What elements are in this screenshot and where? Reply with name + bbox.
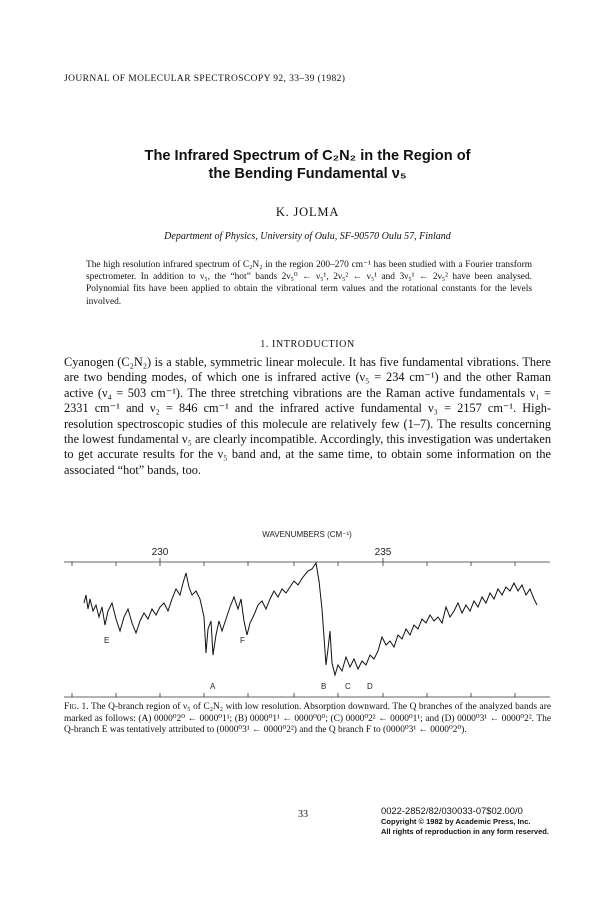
- spectrum-trace: [84, 563, 537, 675]
- label-f: F: [240, 636, 245, 645]
- bottom-ticks: [72, 693, 515, 697]
- label-a: A: [210, 682, 216, 691]
- label-c: C: [345, 682, 351, 691]
- article-code: 0022-2852/82/030033-07$02.00/0: [381, 805, 523, 816]
- author-affiliation: Department of Physics, University of Oulu, SF-90570 Oulu 57, Finland: [164, 231, 451, 242]
- caption-lead: Fig. 1.: [64, 702, 89, 712]
- tick-label-230: 230: [151, 547, 169, 558]
- introduction-text: Cyanogen (C₂N₂) is a stable, symmetric linear molecule. It has five fundamental vibrations. There are two bending modes, of which one is infrared active (ν₅ = 234 cm⁻¹) and the other Raman active (ν₄ = 503 cm⁻¹). The three stretching vibrations are the Raman active fundamentals ν₁ = 2331 cm⁻¹ and ν₂ = 846 cm⁻¹ and the infrared active fundamental ν₃ = 2157 cm⁻¹. High-resolution spectroscopic studies of this molecule are relatively few (1–7). The results concerning the lowest fundamental ν₅ are clearly incompatible. Accordingly, this investigation was undertaken to get accurate results for the ν₅ band and, at the same time, to obtain some information on the associated “hot” bands, too.: [64, 355, 551, 477]
- label-b: B: [321, 682, 327, 691]
- publisher-info: [381, 805, 549, 837]
- spectrum-figure: [0, 525, 615, 700]
- rights-line: All rights of reproduction in any form reserved.: [381, 827, 549, 836]
- axis-title: WAVENUMBERS (CM⁻¹): [262, 530, 352, 539]
- label-e: E: [104, 636, 110, 645]
- tick-label-235: 235: [374, 547, 392, 558]
- abstract: The high resolution infrared spectrum of C₂N₂ in the region 200–270 cm⁻¹ has been studied with a Fourier transform spectrometer. In addition to ν₅, the “hot” bands 2ν₅⁰ ← ν₅¹, 2ν₅² ← ν₅¹ and 3ν₅¹ ← 2ν₅² have been analysed. Polynomial fits have been applied to obtain the vibrational term values and the rotational constants for the levels involved.: [86, 260, 532, 307]
- article-title: [0, 147, 615, 183]
- author-name: K. JOLMA: [275, 205, 340, 219]
- title-line-1: The Infrared Spectrum of C₂N₂ in the Region of: [144, 148, 471, 164]
- copyright-line: Copyright © 1982 by Academic Press, Inc.: [381, 817, 531, 826]
- page-number: 33: [298, 809, 308, 820]
- title-line-2: the Bending Fundamental ν₅: [208, 166, 407, 182]
- label-d: D: [367, 682, 373, 691]
- section-heading: 1. INTRODUCTION: [260, 339, 355, 350]
- figure-caption: [64, 702, 551, 737]
- caption-text: The Q-branch region of ν₅ of C₂N₂ with low resolution. Absorption downward. The Q branches of the analyzed bands are marked as follows: (A) 0000⁰2⁰ ← 0000⁰1¹; (B) 0000⁰1¹ ← 0000⁰0⁰; (C) 0000⁰2² ← 0000⁰1¹; and (D) 0000⁰3¹ ← 0000⁰2². The Q-branch E was tentatively attributed to (0000⁰3¹ ← 0000⁰2²) and the Q branch F to (0000⁰3¹ ← 0000⁰2⁰).: [64, 702, 551, 736]
- journal-header: JOURNAL OF MOLECULAR SPECTROSCOPY 92, 33–39 (1982): [64, 74, 346, 84]
